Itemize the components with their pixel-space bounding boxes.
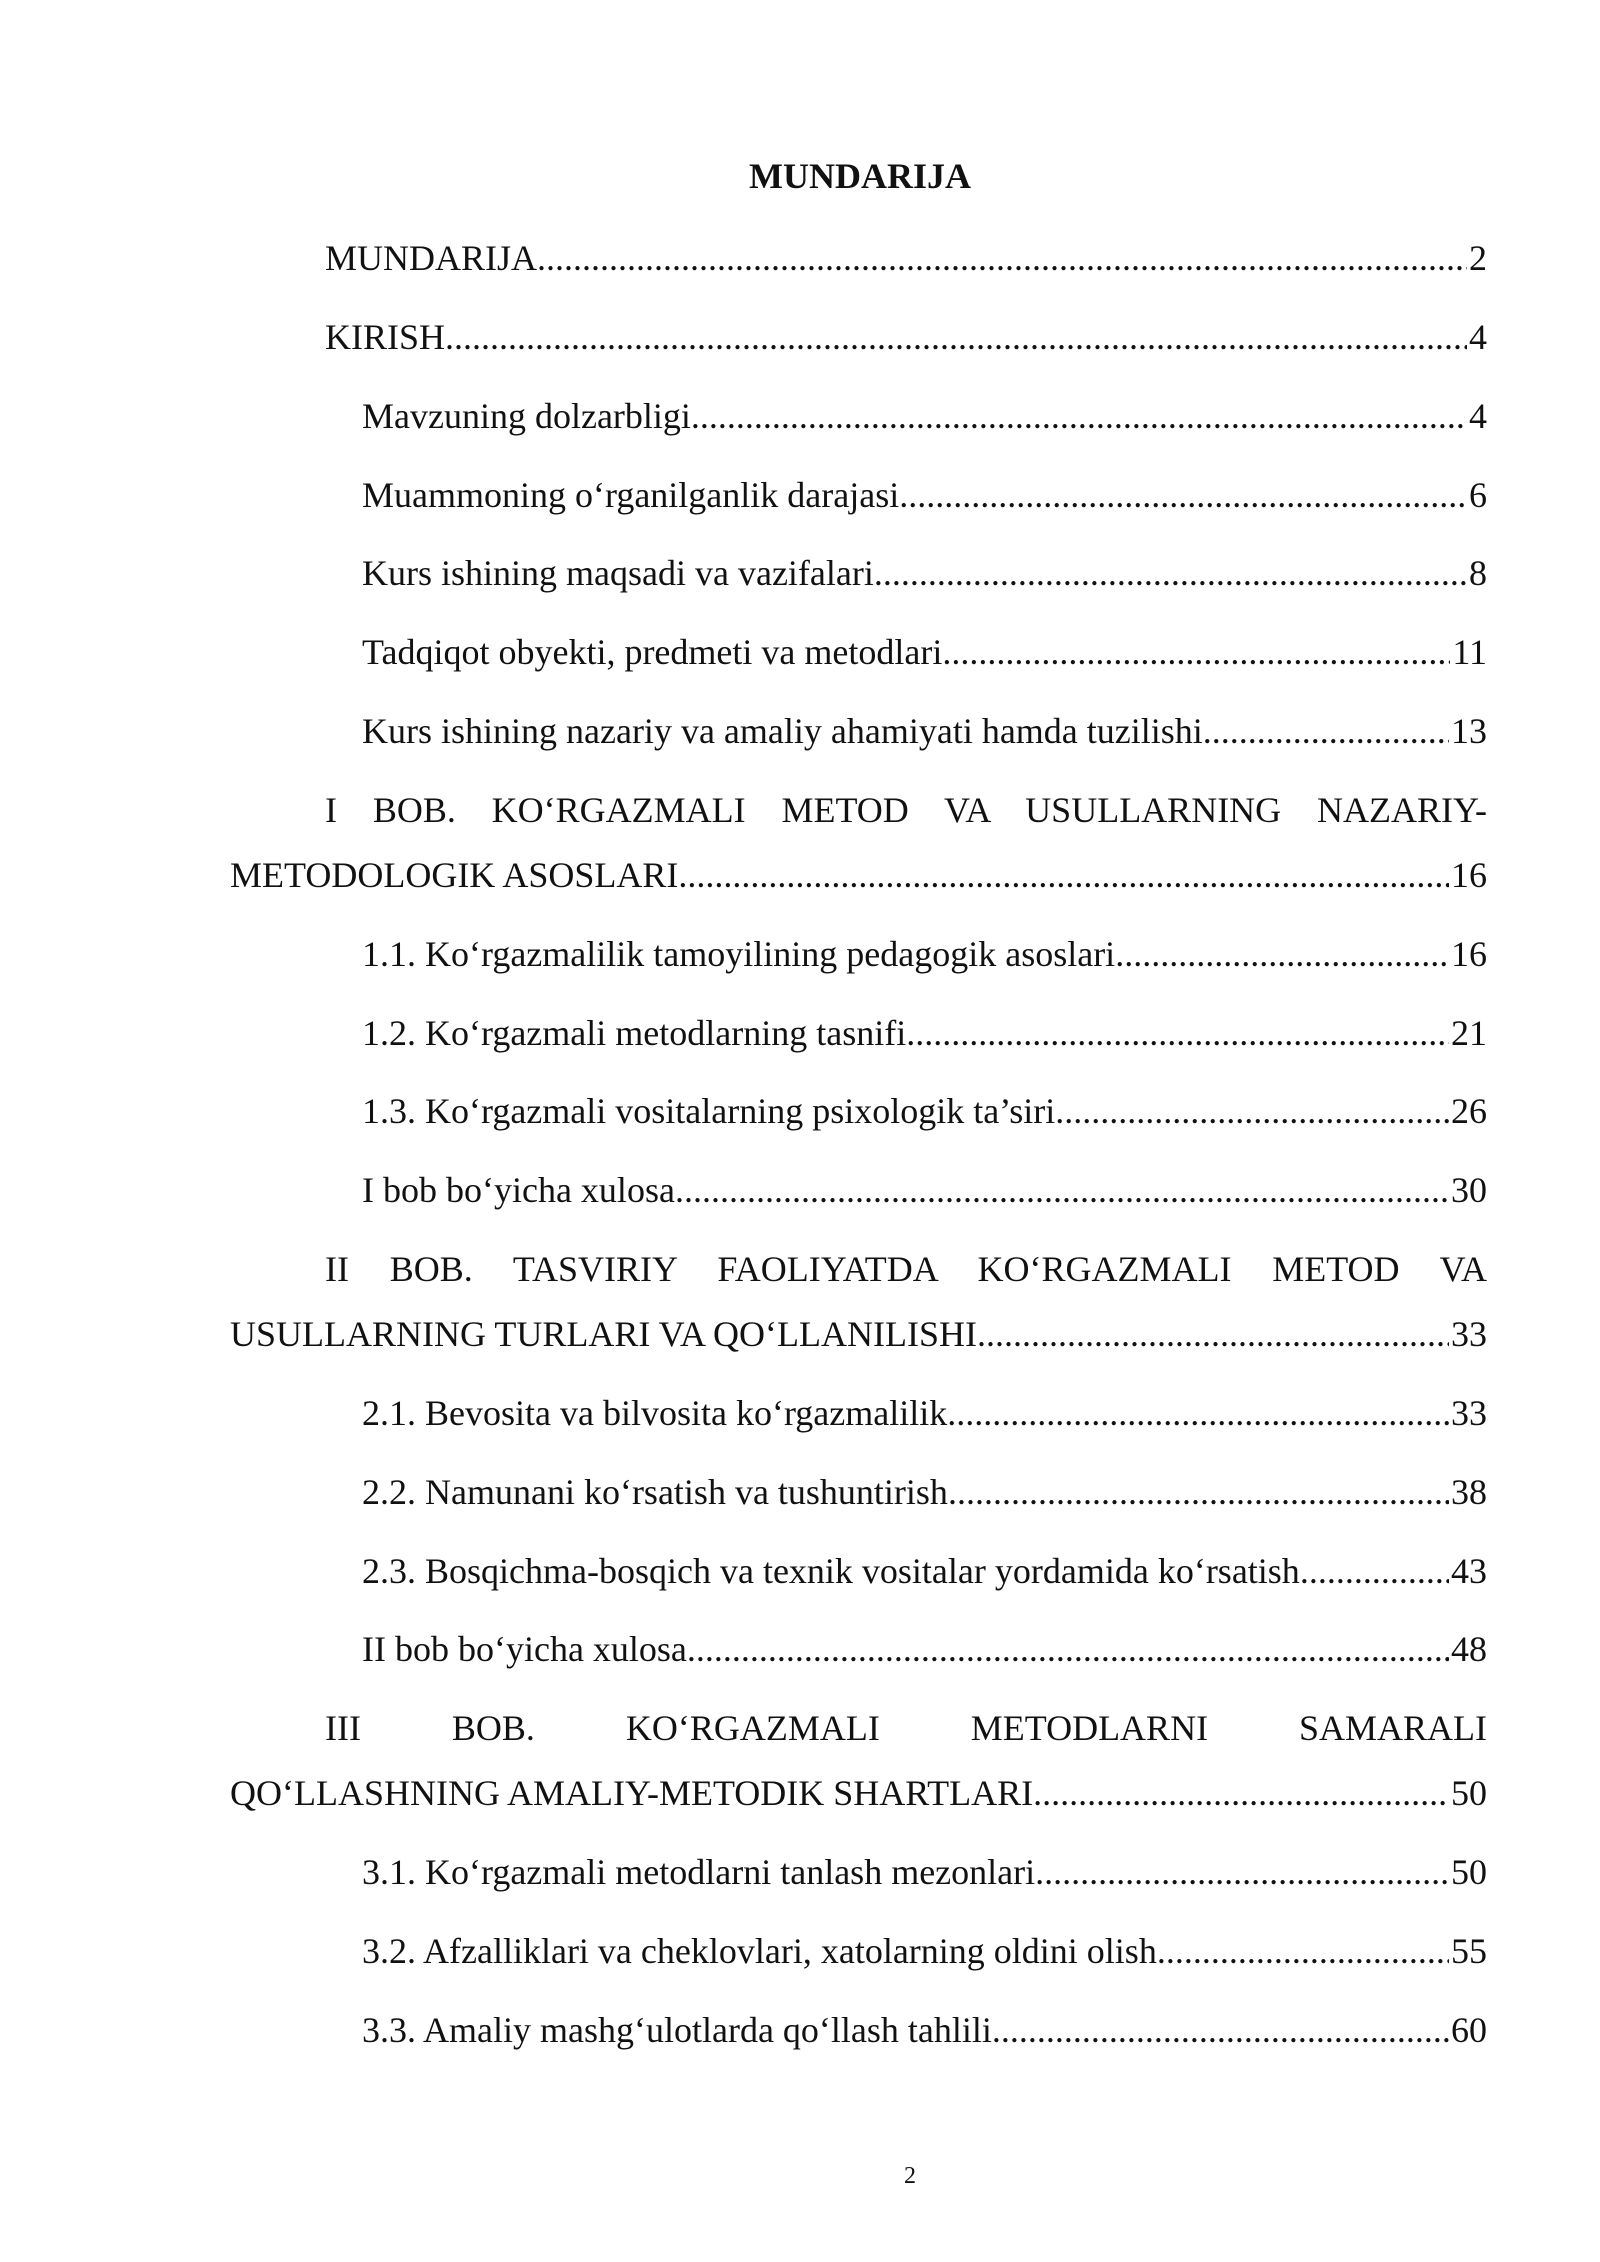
toc-entry[interactable] [362, 1846, 1487, 1898]
toc-entry-label: Kurs ishining nazariy va amaliy ahamiyati hamda tuzilishi [362, 711, 1203, 751]
toc-entry-page: 33 [1451, 1314, 1487, 1354]
toc-entry[interactable] [362, 1623, 1487, 1675]
toc-leader-dots [948, 1466, 1449, 1518]
toc-entry-page: 33 [1451, 1393, 1487, 1433]
toc-entry[interactable] [325, 311, 1487, 363]
toc-entry-label: Muammoning o‘rganilganlik darajasi [362, 475, 900, 515]
toc-entry-page: 21 [1451, 1013, 1487, 1053]
toc-leader-dots [1115, 928, 1449, 980]
toc-entry[interactable] [362, 1545, 1487, 1597]
toc-entry[interactable] [362, 2004, 1487, 2056]
toc-entry-label: Mavzuning dolzarbligi [362, 396, 691, 436]
toc-leader-dots [678, 849, 1449, 901]
toc-entry-label: II bob bo‘yicha xulosa [362, 1629, 687, 1669]
toc-entry-page: 16 [1451, 934, 1487, 974]
toc-entry[interactable] [362, 1925, 1487, 1977]
toc-entry[interactable] [325, 232, 1487, 284]
toc-entry-page: 60 [1451, 2010, 1487, 2050]
toc-leader-dots [537, 232, 1467, 284]
toc-leader-dots [874, 547, 1467, 599]
toc-entry[interactable] [362, 928, 1487, 980]
toc-leader-dots [1033, 1767, 1449, 1819]
toc-entry-page: 13 [1451, 711, 1487, 751]
toc-entry-label: 1.2. Ko‘rgazmali metodlarning tasnifi [362, 1013, 907, 1053]
toc-entry-label: 3.1. Ko‘rgazmali metodlarni tanlash mezonlari [362, 1852, 1036, 1892]
toc-entry-label: KIRISH [325, 317, 446, 357]
toc-entry[interactable] [362, 469, 1487, 521]
toc-entry[interactable] [362, 1085, 1487, 1137]
chapter-heading-line[interactable]: II BOB. TASVIRIY FAOLIYATDA KO‘RGAZMALI METOD VA [325, 1249, 1487, 1289]
toc-entry[interactable] [362, 1466, 1487, 1518]
toc-leader-dots [687, 1623, 1449, 1675]
toc-entry-label: 3.3. Amaliy mashg‘ulotlarda qo‘llash tahlili [362, 2010, 992, 2050]
toc-leader-dots [691, 390, 1467, 442]
toc-leader-dots [1300, 1545, 1449, 1597]
page-title: MUNDARIJA [749, 156, 971, 196]
toc-leader-dots [1055, 1085, 1449, 1137]
toc-entry-page: 55 [1451, 1931, 1487, 1971]
toc-entry-page: 8 [1469, 553, 1487, 593]
toc-leader-dots [675, 1164, 1449, 1216]
toc-entry-label: 2.1. Bevosita va bilvosita ko‘rgazmalilik [362, 1393, 948, 1433]
toc-entry-page: 48 [1451, 1629, 1487, 1669]
toc-entry-page: 50 [1451, 1773, 1487, 1813]
toc-entry[interactable] [230, 1308, 1487, 1360]
toc-entry-page: 4 [1469, 317, 1487, 357]
chapter-heading-line[interactable]: III BOB. KO‘RGAZMALI METODLARNI SAMARALI [325, 1708, 1487, 1748]
toc-leader-dots [899, 469, 1467, 521]
toc-leader-dots [942, 626, 1450, 678]
toc-entry-label: 1.1. Ko‘rgazmalilik tamoyilining pedagogik asoslari [362, 934, 1116, 974]
toc-entry-page: 43 [1451, 1551, 1487, 1591]
toc-leader-dots [906, 1007, 1449, 1059]
toc-entry-label: Tadqiqot obyekti, predmeti va metodlari [362, 632, 943, 672]
toc-entry-label: QO‘LLASHNING AMALIY-METODIK SHARTLARI [230, 1773, 1034, 1813]
toc-leader-dots [1157, 1925, 1449, 1977]
toc-entry[interactable] [362, 1164, 1487, 1216]
toc-leader-dots [947, 1387, 1449, 1439]
toc-entry[interactable] [362, 626, 1487, 678]
toc-entry[interactable] [362, 547, 1487, 599]
toc-leader-dots [1203, 705, 1449, 757]
toc-entry[interactable] [362, 1007, 1487, 1059]
toc-entry-page: 11 [1452, 632, 1487, 672]
toc-entry-label: USULLARNING TURLARI VA QO‘LLANILISHI [230, 1314, 977, 1354]
toc-entry-label: 2.3. Bosqichma-bosqich va texnik vositalar yordamida ko‘rsatish [362, 1551, 1300, 1591]
toc-entry-label: I bob bo‘yicha xulosa [362, 1170, 675, 1210]
toc-entry[interactable] [362, 705, 1487, 757]
toc-entry[interactable] [230, 1767, 1487, 1819]
toc-entry-label: 3.2. Afzalliklari va cheklovlari, xatolarning oldini olish [362, 1931, 1157, 1971]
toc-entry-page: 30 [1451, 1170, 1487, 1210]
toc-leader-dots [1035, 1846, 1449, 1898]
page-number: 2 [904, 2163, 916, 2189]
toc-entry-label: METODOLOGIK ASOSLARI [230, 855, 679, 895]
toc-entry-page: 50 [1451, 1852, 1487, 1892]
toc-entry[interactable] [362, 390, 1487, 442]
toc-entry-page: 6 [1469, 475, 1487, 515]
toc-entry-page: 2 [1469, 238, 1487, 278]
toc-entry-page: 4 [1469, 396, 1487, 436]
toc-leader-dots [977, 1308, 1449, 1360]
toc-entry-label: 1.3. Ko‘rgazmali vositalarning psixologik ta’siri [362, 1091, 1056, 1131]
toc-entry[interactable] [230, 849, 1487, 901]
toc-entry-label: 2.2. Namunani ko‘rsatish va tushuntirish [362, 1472, 948, 1512]
toc-entry-page: 16 [1451, 855, 1487, 895]
toc-entry-page: 26 [1451, 1091, 1487, 1131]
toc-entry[interactable] [362, 1387, 1487, 1439]
toc-entry-label: MUNDARIJA [325, 238, 538, 278]
toc-leader-dots [992, 2004, 1449, 2056]
toc-entry-label: Kurs ishining maqsadi va vazifalari [362, 553, 874, 593]
toc-leader-dots [445, 311, 1467, 363]
toc-entry-page: 38 [1451, 1472, 1487, 1512]
chapter-heading-line[interactable]: I BOB. KO‘RGAZMALI METOD VA USULLARNING NAZARIY- [325, 790, 1487, 830]
